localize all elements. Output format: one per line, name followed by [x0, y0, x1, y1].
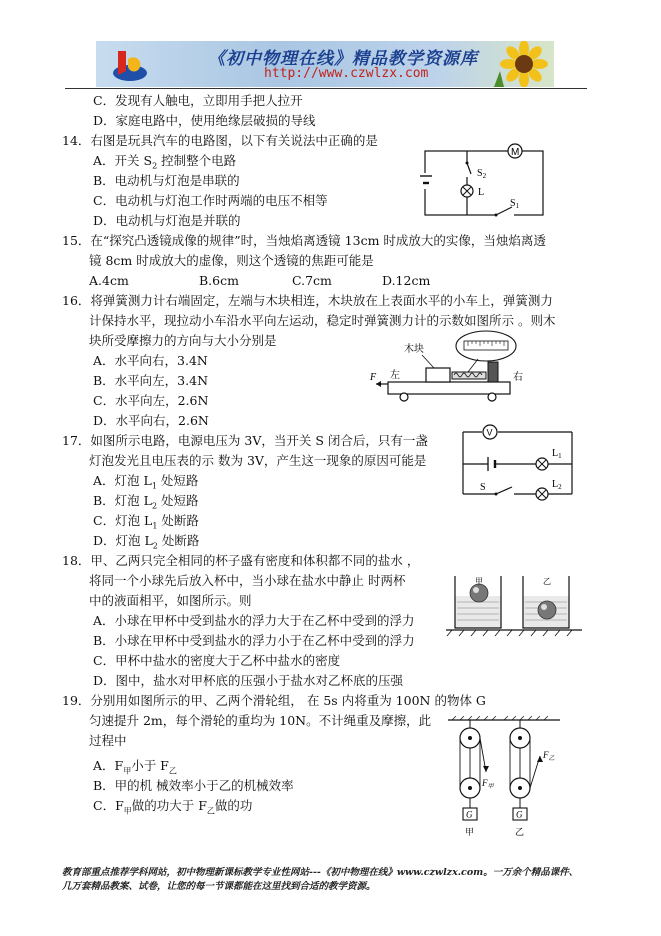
q19-option-c: C．$F_甲$做的功大于 $F_乙$做的功 — [93, 798, 253, 816]
q16-option-d: D．水平向右，2.6N — [93, 413, 209, 428]
q15-stem-line2: 镜 8cm 时成放大的虚像，则这个透镜的焦距可能是 — [89, 253, 374, 268]
q16-option-c: C．水平向左，2.6N — [93, 393, 209, 408]
q18-option-a: A．小球在甲杯中受到盐水的浮力大于在乙杯中受到的浮力 — [93, 613, 415, 628]
q18-option-b: B．小球在甲杯中受到盐水的浮力小于在乙杯中受到的浮力 — [93, 633, 415, 648]
q19-stem-line1: 19．分别用如图所示的甲、乙两个滑轮组， 在 5s 内将重为 100N 的物体 G — [62, 693, 486, 708]
q17-circuit-diagram — [458, 424, 580, 502]
q16-stem-line1: 16．将弹簧测力计右端固定，左端与木块相连，木块放在上表面水平的小车上，弹簧测力 — [62, 293, 553, 308]
cup-yi-label: 乙 — [543, 577, 551, 586]
q15-option-b: B.6cm — [199, 273, 239, 288]
sunflower-icon — [490, 41, 550, 87]
q17-option-a: A．灯泡 $L_1$ 处短路 — [93, 473, 199, 491]
cart-wheel — [400, 393, 408, 401]
q18-stem-line2: 将同一个小球先后放入杯中，当小球在盐水中静止 时两杯 — [89, 573, 406, 588]
pulley-yi-label: 乙 — [515, 828, 525, 838]
q14-stem: 14．右图是玩具汽车的电路图，以下有关说法中正确的是 — [62, 133, 378, 148]
q17-switch-label: S — [480, 482, 486, 493]
q17-option-c: C．灯泡 $L_1$ 处断路 — [93, 513, 199, 531]
ball-jia-icon — [470, 584, 488, 602]
force-arrow-jia-icon — [483, 766, 489, 772]
q18-stem-line1: 18．甲、乙两只完全相同的杯子盛有密度和体积都不同的盐水 ， — [62, 553, 420, 568]
f-yi-label: $F_乙$ — [543, 750, 555, 762]
q14-lamp-label: L — [478, 187, 485, 198]
q17-stem-line2: 灯泡发光且电压表的示 数为 3V，产生这一现象的原因可能是 — [89, 453, 427, 468]
banner-title: 《初中物理在线》精品教学资源库 — [208, 49, 478, 69]
footer-line1: 教育部重点推荐学科网站，初中物理新课标教学专业性网站---《初中物理在线》www.czwlzx.com。一万余个精品课件、 — [62, 867, 579, 878]
q14-motor-label: M — [511, 147, 520, 158]
footer-line2: 几万套精品教案、试卷，让您的每一节课都能在这里找到合适的教学资源。 — [62, 881, 376, 892]
q17-option-d: D．灯泡 $L_2$ 处断路 — [93, 533, 200, 551]
right-label: 右 — [513, 372, 523, 383]
q16-stem-line3: 块所受摩擦力的方向与大小分别是 — [89, 333, 277, 348]
q18-option-d: D．图中，盐水对甲杯底的压强小于盐水对乙杯底的压强 — [93, 673, 404, 688]
q19-stem-line2: 匀速提升 2m，每个滑轮的重均为 10N。不计绳重及摩擦，此 — [89, 713, 432, 728]
header-banner — [96, 41, 554, 87]
q16-stem-line2: 计保持水平，现拉动小车沿水平向左运动，稳定时弹簧测力计的示数如图所示 。则木 — [89, 313, 556, 328]
q13-option-d: D．家庭电路中，使用绝缘层破损的导线 — [93, 113, 316, 128]
q14-option-c: C．电动机与灯泡工作时两端的电压不相等 — [93, 193, 328, 208]
q14-option-a: A．开关 $S_2$ 控制整个电路 — [93, 153, 237, 171]
g-jia-label: G — [466, 809, 473, 820]
q13-option-c: C．发现有人触电，立即用手把人拉开 — [93, 93, 303, 108]
q14-option-d: D．电动机与灯泡是并联的 — [93, 213, 241, 228]
f-jia-label: $F_甲$ — [482, 778, 494, 790]
q16-option-b: B．水平向左，3.4N — [93, 373, 209, 388]
q17-l2-label: $L_2$ — [552, 479, 562, 491]
fixed-wall — [488, 362, 498, 382]
cart — [388, 382, 510, 394]
cup-jia-label: 甲 — [475, 577, 483, 586]
q15-option-c: C.7cm — [292, 273, 332, 288]
q19-stem-line3: 过程中 — [89, 733, 127, 748]
cart-wheel — [488, 393, 496, 401]
q17-stem-line1: 17．如图所示电路，电源电压为 3V，当开关 S 闭合后，只有一盏 — [62, 433, 428, 448]
ball-yi-icon — [538, 601, 556, 619]
q14-option-b: B．电动机与灯泡是串联的 — [93, 173, 240, 188]
block-label: 木块 — [404, 344, 424, 355]
banner-url[interactable]: http://www.czwlzx.com — [264, 66, 429, 81]
q18-stem-line3: 中的液面相平，如图所示。则 — [89, 593, 252, 608]
header-rule — [65, 88, 587, 89]
q19-option-a: A．$F_甲$小于 $F_乙$ — [93, 758, 177, 776]
q15-stem-line1: 15．在“探究凸透镜成像的规律”时，当烛焰离透镜 13cm 时成放大的实像，当烛焰离透 — [62, 233, 546, 248]
site-logo-icon — [112, 45, 148, 83]
pulley-jia-label: 甲 — [465, 828, 475, 838]
q18-cups-diagram — [446, 572, 582, 638]
force-label: F — [370, 372, 377, 383]
q14-s2-label: $S_2$ — [477, 168, 487, 180]
q15-option-a: A.4cm — [89, 273, 129, 288]
q19-pulley-diagram — [448, 716, 560, 840]
q14-circuit-diagram — [420, 143, 548, 221]
q17-voltmeter-label: V — [486, 427, 493, 438]
q16-option-a: A．水平向右，3.4N — [93, 353, 208, 368]
q17-l1-label: $L_1$ — [552, 448, 562, 460]
left-label: 左 — [390, 370, 400, 381]
q19-option-b: B．甲的机 械效率小于乙的机械效率 — [93, 778, 294, 793]
g-yi-label: G — [516, 809, 523, 820]
q17-option-b: B．灯泡 $L_2$ 处短路 — [93, 493, 199, 511]
q18-option-c: C．甲杯中盐水的密度大于乙杯中盐水的密度 — [93, 653, 341, 668]
q15-option-d: D.12cm — [382, 273, 431, 288]
switch-s — [496, 487, 512, 494]
q14-s1-label: $S_1$ — [510, 198, 520, 210]
wooden-block — [426, 368, 450, 382]
q16-spring-scale-diagram — [368, 328, 544, 408]
